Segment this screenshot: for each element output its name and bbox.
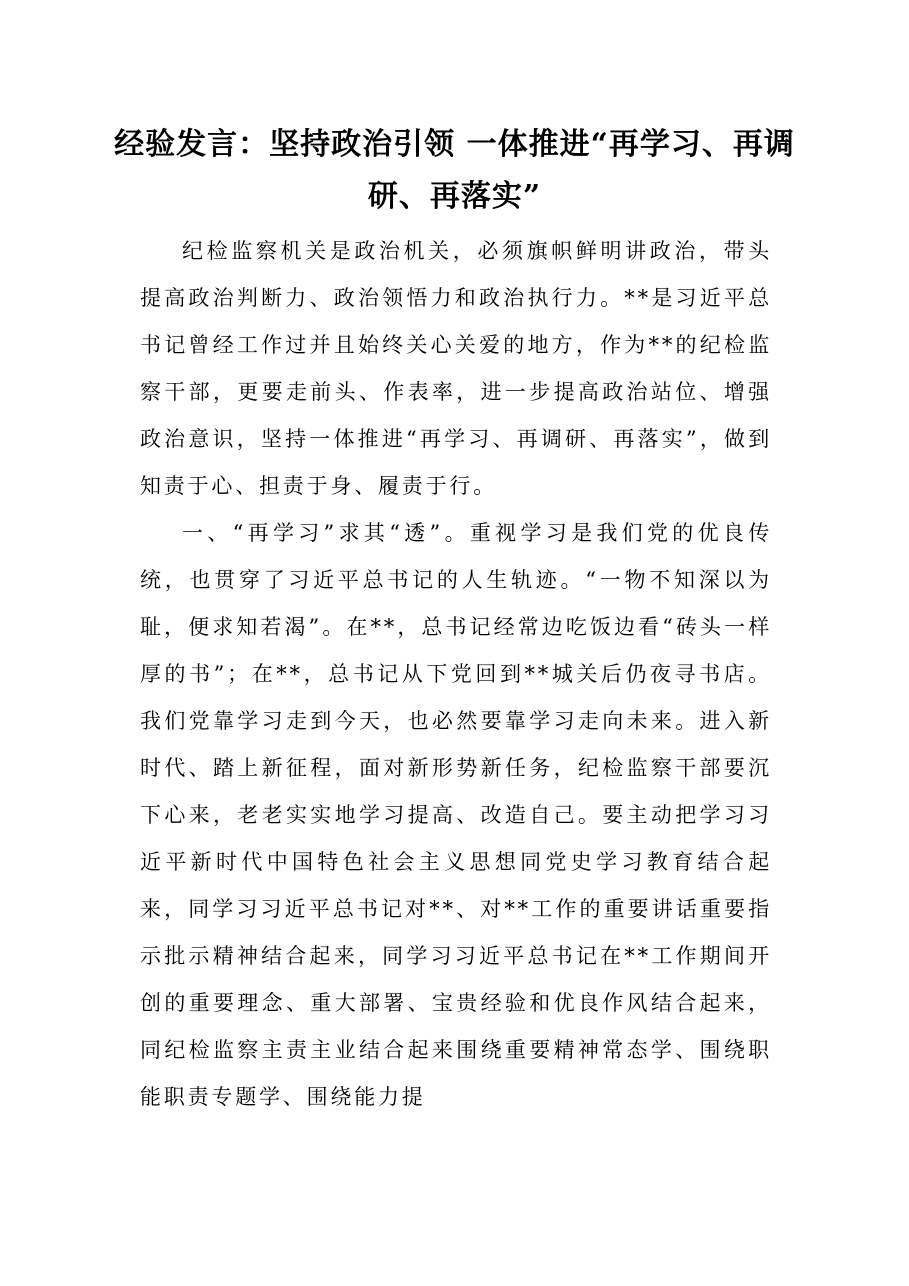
document-title: 经验发言：坚持政治引领 一体推进“再学习、再调研、再落实” <box>114 127 795 214</box>
paragraph-intro: 纪检监察机关是政治机关，必须旗帜鲜明讲政治，带头提高政治判断力、政治领悟力和政治执行力。**是习近平总书记曾经工作过并且始终关心关爱的地方，作为**的纪检监察干部，更要走前头、作表率，进一步提高政治站位、增强政治意识，坚持一体推进“再学习、再调研、再落实”，做到知责于心、担责于身、履责于行。 <box>140 239 772 498</box>
paragraph-section-one: 一、“再学习”求其“透”。重视学习是我们党的优良传统，也贯穿了习近平总书记的人生轨迹。“一物不知深以为耻，便求知若渴”。在**，总书记经常边吃饭边看“砖头一样厚的书”；在**，总书记从下党回到**城关后仍夜寻书店。我们党靠学习走到今天，也必然要靠学习走向未来。进入新时代、踏上新征程，面对新形势新任务，纪检监察干部要沉下心来，老老实实地学习提高、改造自己。要主动把学习习近平新时代中国特色社会主义思想同党史学习教育结合起来，同学习习近平总书记对**、对**工作的重要讲话重要指示批示精神结合起来，同学习习近平总书记在**工作期间开创的重要理念、重大部署、宝贵经验和优良作风结合起来，同纪检监察主责主业结合起来围绕重要精神常态学、围绕职能职责专题学、围绕能力提 <box>140 521 772 1109</box>
document-body <box>140 228 772 1121</box>
